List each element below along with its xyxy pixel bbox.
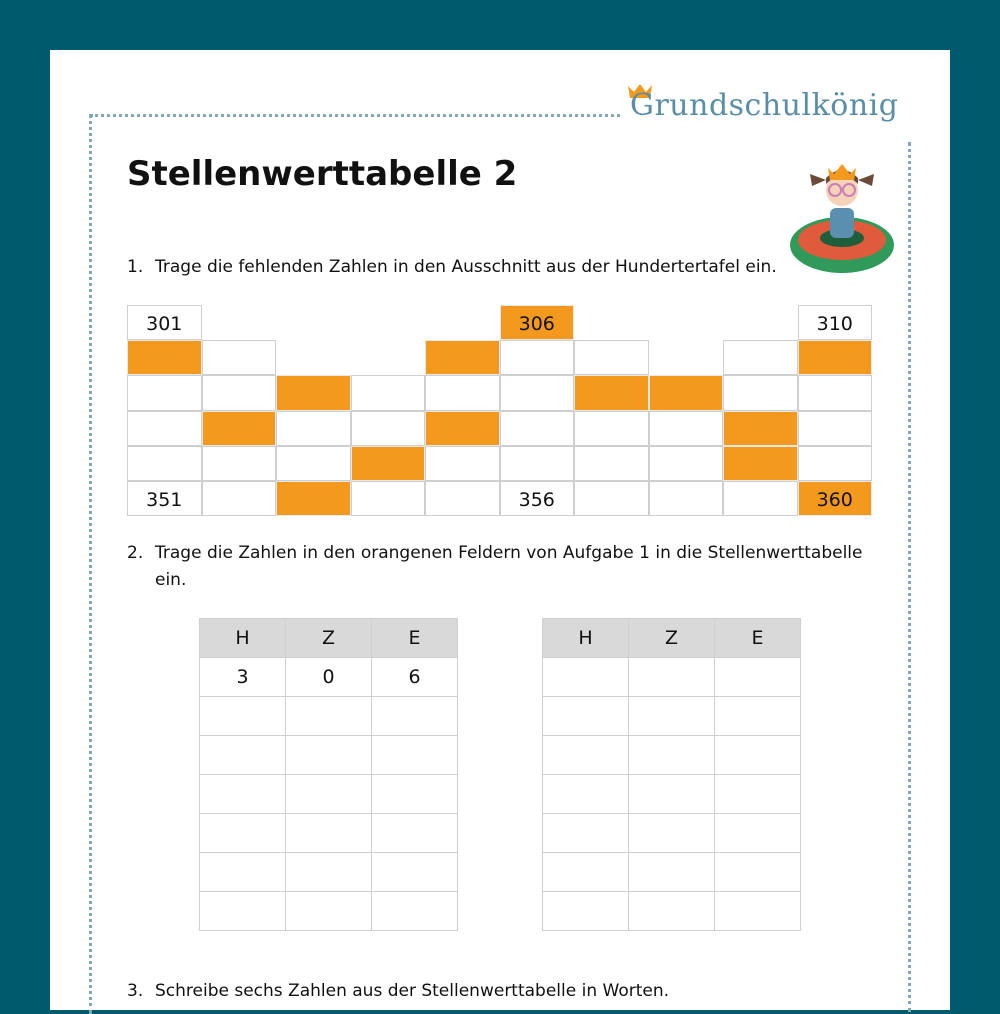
- girl-swim-ring-illustration: [780, 150, 905, 280]
- chart-cell[interactable]: 301: [127, 305, 202, 340]
- column-header: E: [372, 619, 458, 658]
- highlighted-cell[interactable]: [723, 411, 798, 446]
- dotted-border-right: [908, 142, 911, 1012]
- table-cell[interactable]: [715, 736, 801, 775]
- table-cell[interactable]: [286, 697, 372, 736]
- task-text: Schreibe sechs Zahlen aus der Stellenwerttabelle in Worten.: [155, 981, 670, 1001]
- table-cell[interactable]: [543, 853, 629, 892]
- place-value-table-right: [542, 618, 801, 931]
- table-row: [543, 853, 801, 892]
- table-row: [543, 814, 801, 853]
- brand-logo: Grundschulkönig: [630, 88, 899, 123]
- table-cell[interactable]: [715, 814, 801, 853]
- table-cell[interactable]: [200, 736, 286, 775]
- table-cell[interactable]: [629, 775, 715, 814]
- table-row: [543, 775, 801, 814]
- highlighted-cell[interactable]: 306: [500, 305, 575, 340]
- chart-cell[interactable]: [202, 340, 277, 375]
- dotted-border-top: [90, 114, 620, 117]
- chart-cell[interactable]: [351, 481, 426, 516]
- column-header: Z: [286, 619, 372, 658]
- page-title: Stellenwerttabelle 2: [127, 154, 518, 194]
- table-cell[interactable]: [715, 853, 801, 892]
- table-cell[interactable]: [715, 892, 801, 931]
- table-row: [200, 892, 458, 931]
- highlighted-cell[interactable]: [276, 375, 351, 410]
- table-cell[interactable]: [629, 658, 715, 697]
- table-cell[interactable]: [372, 814, 458, 853]
- chart-cell[interactable]: [127, 375, 202, 410]
- highlighted-cell[interactable]: 360: [798, 481, 873, 516]
- chart-cell[interactable]: [500, 375, 575, 410]
- task-number: 1.: [127, 257, 144, 277]
- chart-cell[interactable]: 351: [127, 481, 202, 516]
- table-cell[interactable]: [629, 697, 715, 736]
- table-cell[interactable]: [543, 658, 629, 697]
- highlighted-cell[interactable]: [425, 411, 500, 446]
- table-cell[interactable]: [715, 658, 801, 697]
- chart-cell[interactable]: [798, 446, 873, 481]
- task-number: 2.: [127, 543, 144, 563]
- highlighted-cell[interactable]: [649, 375, 724, 410]
- chart-cell[interactable]: [574, 446, 649, 481]
- chart-cell[interactable]: [351, 411, 426, 446]
- table-row: [200, 736, 458, 775]
- table-cell[interactable]: [543, 892, 629, 931]
- table-cell[interactable]: [629, 853, 715, 892]
- chart-cell[interactable]: [574, 481, 649, 516]
- chart-cell[interactable]: [425, 446, 500, 481]
- table-cell[interactable]: [200, 892, 286, 931]
- table-cell[interactable]: 0: [286, 658, 372, 697]
- table-cell[interactable]: [543, 814, 629, 853]
- chart-cell[interactable]: [723, 375, 798, 410]
- table-cell[interactable]: 3: [200, 658, 286, 697]
- table-row: [200, 775, 458, 814]
- chart-cell[interactable]: [649, 411, 724, 446]
- table-cell[interactable]: [200, 853, 286, 892]
- table-cell[interactable]: [286, 892, 372, 931]
- table-cell[interactable]: 6: [372, 658, 458, 697]
- chart-cell[interactable]: 310: [798, 305, 873, 340]
- highlighted-cell[interactable]: [276, 481, 351, 516]
- task-1: [127, 254, 777, 281]
- table-cell[interactable]: [372, 697, 458, 736]
- table-row: [543, 697, 801, 736]
- highlighted-cell[interactable]: [127, 340, 202, 375]
- table-cell[interactable]: [286, 775, 372, 814]
- task-number: 3.: [127, 981, 144, 1001]
- chart-cell[interactable]: [798, 411, 873, 446]
- chart-cell[interactable]: [649, 481, 724, 516]
- chart-cell[interactable]: 356: [500, 481, 575, 516]
- table-cell[interactable]: [629, 892, 715, 931]
- highlighted-cell[interactable]: [798, 340, 873, 375]
- table-cell[interactable]: [715, 775, 801, 814]
- table-row: [200, 853, 458, 892]
- chart-cell[interactable]: [351, 375, 426, 410]
- highlighted-cell[interactable]: [425, 340, 500, 375]
- task-3: [127, 978, 669, 1005]
- chart-cell[interactable]: [649, 446, 724, 481]
- chart-cell[interactable]: [202, 446, 277, 481]
- chart-cell[interactable]: [425, 375, 500, 410]
- task-text: Trage die fehlenden Zahlen in den Ausschnitt aus der Hundertertafel ein.: [155, 257, 777, 277]
- chart-cell[interactable]: [276, 411, 351, 446]
- table-cell[interactable]: [372, 853, 458, 892]
- table-cell[interactable]: [372, 892, 458, 931]
- header-row: [200, 619, 458, 658]
- chart-cell[interactable]: [500, 340, 575, 375]
- highlighted-cell[interactable]: [574, 375, 649, 410]
- table-cell[interactable]: [715, 697, 801, 736]
- table-cell[interactable]: [200, 775, 286, 814]
- task-2: [127, 540, 862, 594]
- chart-cell[interactable]: [202, 375, 277, 410]
- chart-cell[interactable]: [425, 481, 500, 516]
- table-row: [543, 892, 801, 931]
- highlighted-cell[interactable]: [202, 411, 277, 446]
- table-row: [543, 736, 801, 775]
- highlighted-cell[interactable]: [723, 446, 798, 481]
- place-value-table-left: [199, 618, 458, 931]
- table-cell[interactable]: [286, 853, 372, 892]
- column-header: Z: [629, 619, 715, 658]
- chart-cell[interactable]: [574, 411, 649, 446]
- table-cell[interactable]: [200, 697, 286, 736]
- chart-cell[interactable]: [202, 481, 277, 516]
- column-header: H: [543, 619, 629, 658]
- column-header: H: [200, 619, 286, 658]
- table-cell[interactable]: [543, 697, 629, 736]
- chart-cell[interactable]: [723, 340, 798, 375]
- chart-cell[interactable]: [723, 481, 798, 516]
- table-cell[interactable]: [629, 814, 715, 853]
- table-row: [200, 658, 458, 697]
- table-cell[interactable]: [200, 814, 286, 853]
- table-cell[interactable]: [286, 814, 372, 853]
- chart-cell[interactable]: [500, 446, 575, 481]
- table-cell[interactable]: [543, 775, 629, 814]
- task-text-continued: ein.: [155, 570, 187, 590]
- chart-cell[interactable]: [127, 446, 202, 481]
- table-row: [200, 814, 458, 853]
- chart-cell[interactable]: [276, 446, 351, 481]
- chart-cell[interactable]: [500, 411, 575, 446]
- table-row: [200, 697, 458, 736]
- task-text: Trage die Zahlen in den orangenen Feldern von Aufgabe 1 in die Stellenwerttabelle: [155, 543, 863, 563]
- table-cell[interactable]: [372, 736, 458, 775]
- dotted-border-left: [89, 114, 92, 1014]
- chart-cell[interactable]: [798, 375, 873, 410]
- chart-cell[interactable]: [127, 411, 202, 446]
- highlighted-cell[interactable]: [351, 446, 426, 481]
- table-cell[interactable]: [543, 736, 629, 775]
- table-cell[interactable]: [286, 736, 372, 775]
- table-cell[interactable]: [629, 736, 715, 775]
- chart-cell[interactable]: [574, 340, 649, 375]
- column-header: E: [715, 619, 801, 658]
- table-row: [543, 658, 801, 697]
- header-row: [543, 619, 801, 658]
- table-cell[interactable]: [372, 775, 458, 814]
